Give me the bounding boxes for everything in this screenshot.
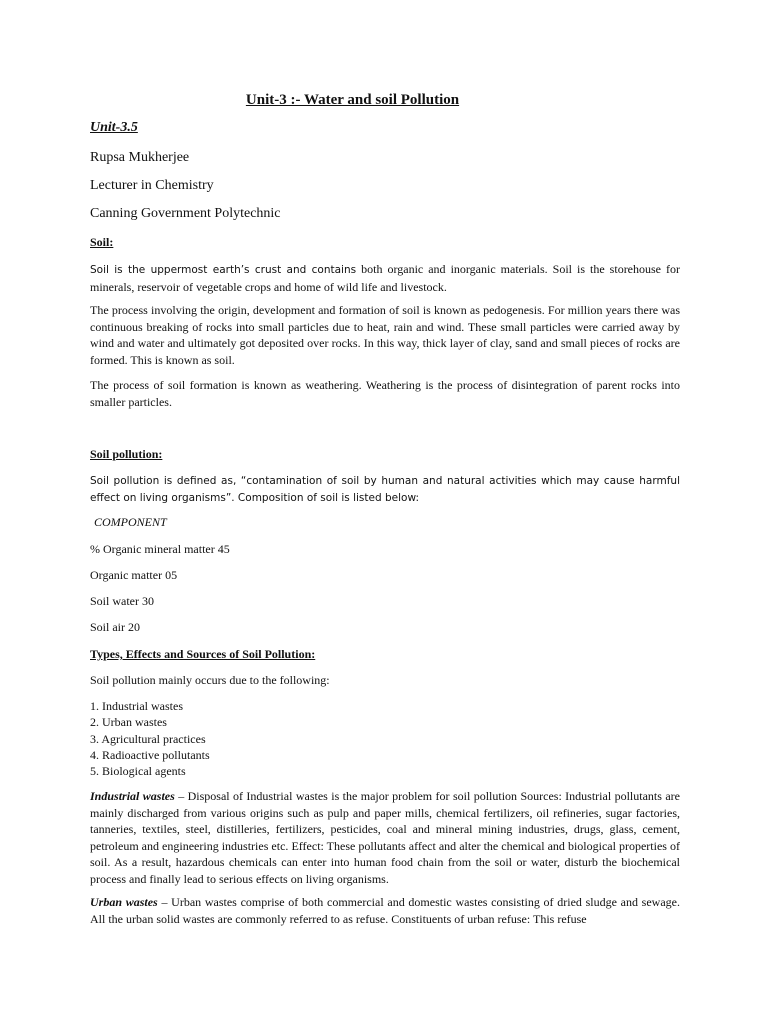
urban-wastes-lead: Urban wastes: [90, 895, 158, 909]
author-designation: Lecturer in Chemistry: [90, 178, 214, 193]
causes-list: [90, 698, 210, 779]
soil-paragraph-1-rest: both organic and inorganic materials. Soil is the storehouse for minerals, reservoir of vegetable crops and home of wild life and livestock.: [90, 262, 681, 294]
component-line: Soil air 20: [90, 620, 140, 634]
industrial-wastes-paragraph: [90, 788, 680, 887]
list-item: 4. Radioactive pollutants: [90, 747, 210, 762]
soil-heading: Soil:: [90, 235, 114, 249]
industrial-wastes-lead: Industrial wastes: [90, 789, 175, 803]
urban-wastes-paragraph: [90, 894, 680, 927]
soil-paragraph-1-lead: Soil is the uppermost earth’s crust and contains: [90, 264, 357, 276]
component-label: COMPONENT: [94, 515, 167, 529]
list-item: 5. Biological agents: [90, 764, 186, 779]
types-heading: Types, Effects and Sources of Soil Pollution:: [90, 647, 316, 661]
soil-pollution-heading: Soil pollution:: [90, 447, 163, 461]
soil-paragraph-2: The process involving the origin, development and formation of soil is known as pedogenesis. For million years there was continuous breaking of rocks into small particles due to heat, rain and wind. These small particles were carried away by wind and water and ultimately got deposited over rocks. In this way, thick layer of clay, sand and small pieces of rocks are formed. This is known as soil.: [90, 303, 680, 367]
list-item: 1. Industrial wastes: [90, 699, 183, 713]
unit-label: Unit-3.5: [90, 120, 138, 135]
list-item: 3. Agricultural practices: [90, 731, 206, 746]
soil-paragraph-1: [90, 261, 680, 295]
component-line: % Organic mineral matter 45: [90, 542, 230, 556]
industrial-wastes-body: – Disposal of Industrial wastes is the major problem for soil pollution Sources: Industrial pollutants are mainly discharged from various origins such as pulp and paper mills, chemical fertilizers, oil refineries, sugar factories, tanneries, textiles, steel, distilleries, fertilizers, pesticides, coal and mineral mining industries, drugs, glass, cement, petroleum and engineering industries etc. Effect: These pollutants affect and alter the chemical and biological properties of soil. As a result, hazardous chemicals can enter into human food chain from the soil or water, disturb the biochemical process and finally lead to serious effects on living organisms.: [90, 789, 680, 886]
types-intro: Soil pollution mainly occurs due to the following:: [90, 673, 330, 687]
soil-paragraph-3: The process of soil formation is known as weathering. Weathering is the process of disintegration of parent rocks into smaller particles.: [90, 378, 680, 409]
author-name: Rupsa Mukherjee: [90, 150, 190, 165]
component-line: Soil water 30: [90, 594, 154, 608]
document-title: Unit-3 :- Water and soil Pollution: [245, 92, 460, 108]
urban-wastes-body: – Urban wastes comprise of both commercial and domestic wastes consisting of dried sludge and sewage. All the urban solid wastes are commonly referred to as refuse. Constituents of urban refuse: This refuse: [90, 895, 680, 926]
component-line: Organic matter 05: [90, 568, 178, 582]
author-institution: Canning Government Polytechnic: [90, 206, 281, 221]
list-item: 2. Urban wastes: [90, 715, 167, 730]
soil-pollution-paragraph: Soil pollution is defined as, “contamination of soil by human and natural activities which may cause harmful effect on living organisms”. Composition of soil is listed below:: [90, 475, 680, 504]
